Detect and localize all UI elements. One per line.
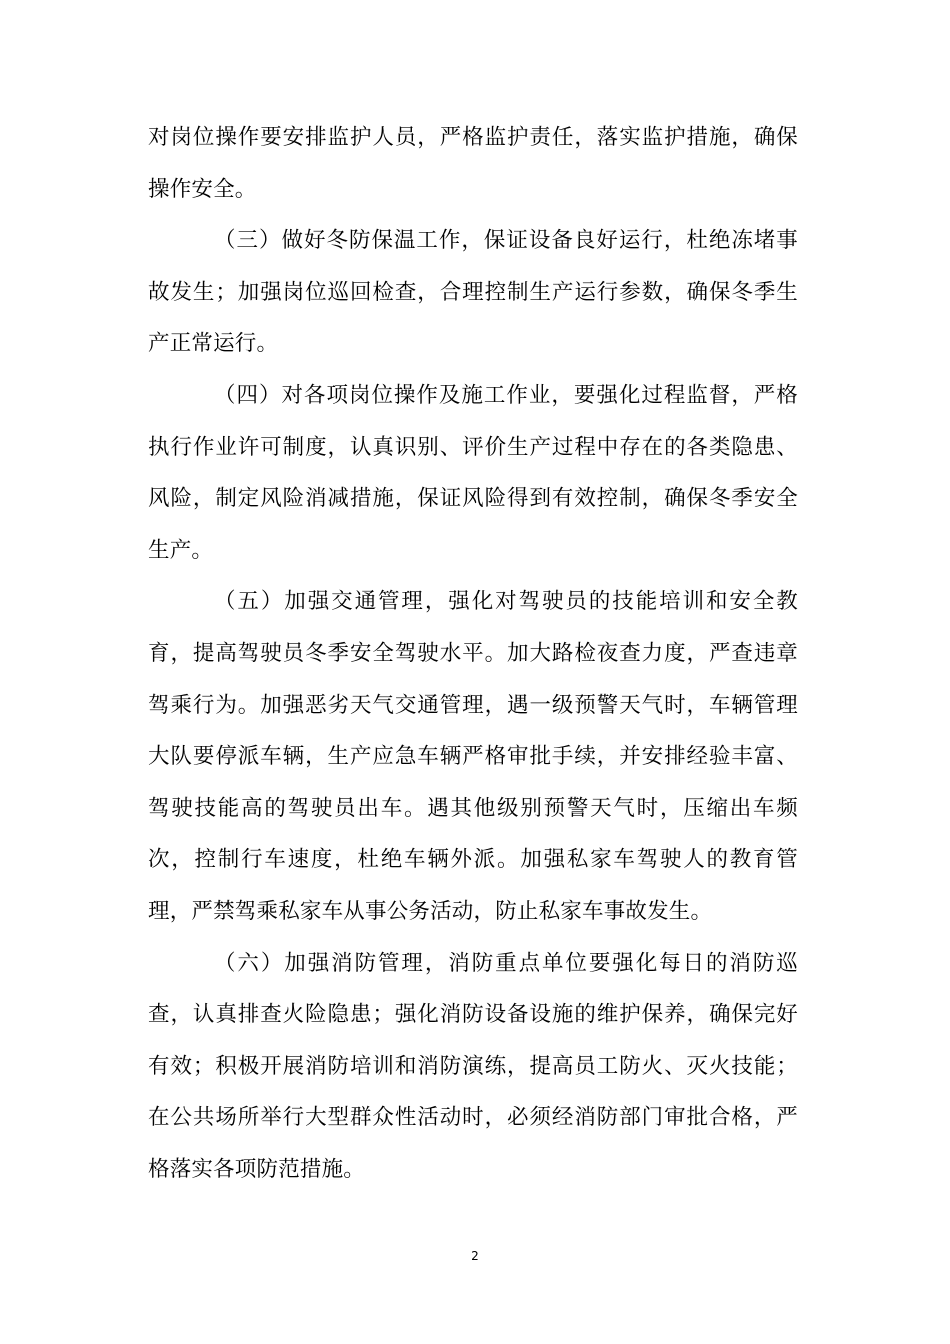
document-body xyxy=(148,112,798,1195)
paragraph-continuation: 对岗位操作要安排监护人员，严格监护责任，落实监护措施，确保操作安全。 xyxy=(148,125,798,202)
paragraph-section-5: （五）加强交通管理，强化对驾驶员的技能培训和安全教育，提高驾驶员冬季安全驾驶水平。加大路检夜查力度，严查违章驾乘行为。加强恶劣天气交通管理，遇一级预警天气时，车辆管理大队要停派车辆，生产应急车辆严格审批手续，并安排经验丰富、驾驶技能高的驾驶员出车。遇其他级别预警天气时，压缩出车频次，控制行车速度，杜绝车辆外派。加强私家车驾驶人的教育管理，严禁驾乘私家车从事公务活动，防止私家车事故发生。 xyxy=(148,589,798,924)
paragraph-section-4: （四）对各项岗位操作及施工作业，要强化过程监督，严格执行作业许可制度，认真识别、评价生产过程中存在的各类隐患、风险，制定风险消减措施，保证风险得到有效控制，确保冬季安全生产。 xyxy=(148,382,798,563)
paragraph-section-6: （六）加强消防管理，消防重点单位要强化每日的消防巡查，认真排查火险隐患；强化消防设备设施的维护保养，确保完好有效；积极开展消防培训和消防演练，提高员工防火、灭火技能；在公共场所举行大型群众性活动时，必须经消防部门审批合格，严格落实各项防范措施。 xyxy=(148,950,798,1182)
page-number: 2 xyxy=(471,1249,479,1263)
paragraph-section-3: （三）做好冬防保温工作，保证设备良好运行，杜绝冻堵事故发生；加强岗位巡回检查，合理控制生产运行参数，确保冬季生产正常运行。 xyxy=(148,228,798,357)
